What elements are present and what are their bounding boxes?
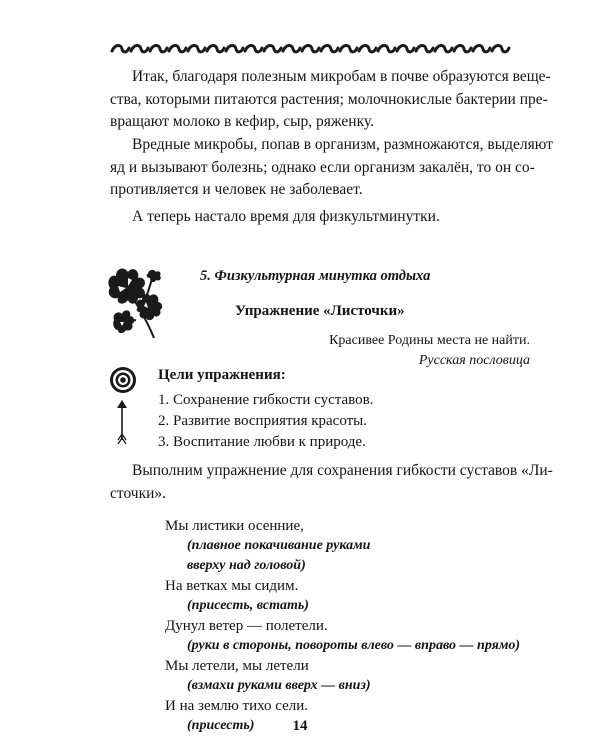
poem	[165, 516, 520, 736]
text-line: Вредные микробы, попав в организм, размножаются, выделяют	[132, 136, 553, 153]
wave-ornament-icon	[110, 42, 528, 56]
poem-verse: Мы листики осенние,	[165, 518, 304, 534]
wave-segment	[378, 45, 395, 51]
wave-segment	[283, 45, 300, 51]
poem-note: (плавное покачивание руками	[187, 538, 371, 553]
list-item: 3. Воспитание любви к природе.	[158, 434, 366, 450]
list-item: 1. Сохранение гибкости суставов.	[158, 392, 374, 408]
exercise-title: Упражнение «Листочки»	[235, 303, 405, 319]
intro-paragraph-2	[110, 134, 553, 202]
wave-segment	[492, 45, 509, 51]
page-number: 14	[292, 718, 308, 734]
poem-note: (взмахи руками вверх — вниз)	[187, 678, 371, 693]
wave-segment	[264, 45, 281, 51]
arrow-up-icon	[115, 398, 129, 446]
target-icon	[109, 366, 137, 394]
poem-note: (присесть)	[187, 718, 255, 733]
wave-segment	[112, 45, 129, 51]
wave-segment	[207, 45, 224, 51]
text-line: яд и вызывают болезнь; однако если организм закалён, то он со-	[110, 158, 535, 176]
wave-segment	[340, 45, 357, 51]
wave-segment	[188, 45, 205, 51]
text-line: противляется и человек не заболевает.	[110, 181, 363, 198]
wave-segment	[302, 45, 319, 51]
intro-paragraph-1	[110, 66, 551, 134]
proverb-text: Красивее Родины места не найти.	[329, 333, 530, 348]
wave-segment	[416, 45, 433, 51]
poem-verse: Дунул ветер — полетели.	[165, 618, 328, 634]
text-line: сточки».	[110, 484, 167, 502]
proverb	[329, 331, 530, 371]
poem-verse: Мы летели, мы летели	[165, 658, 309, 674]
maple-leaf-branch-icon	[104, 264, 170, 344]
wave-segment	[169, 45, 186, 51]
wave-segment	[359, 45, 376, 51]
poem-note: (присесть, встать)	[187, 598, 309, 613]
instruction-paragraph	[110, 460, 553, 505]
text-line: вращают молоко в кефир, сыр, ряженку.	[110, 113, 374, 130]
text-line: Выполним упражнение для сохранения гибкости суставов «Ли-	[132, 462, 553, 479]
goals-title: Цели упражнения:	[158, 367, 286, 383]
wave-segment	[473, 45, 490, 51]
wave-segment	[321, 45, 338, 51]
poem-note: вверху над головой)	[187, 558, 306, 573]
wave-segment	[397, 45, 414, 51]
intro-paragraph-3	[110, 206, 528, 229]
wave-segment	[131, 45, 148, 51]
wave-segment	[226, 45, 243, 51]
proverb-source: Русская пословица	[418, 353, 530, 368]
goals-list	[158, 390, 373, 453]
poem-verse: И на землю тихо сели.	[165, 698, 309, 714]
wave-segment	[454, 45, 471, 51]
poem-note: (руки в стороны, повороты влево — вправо — прямо)	[187, 638, 521, 653]
wave-segment	[245, 45, 262, 51]
list-item: 2. Развитие восприятия красоты.	[158, 413, 368, 429]
text-line: Итак, благодаря полезным микробам в почве образуются веще-	[132, 68, 551, 85]
poem-verse: На ветках мы сидим.	[165, 578, 299, 594]
wave-segment	[150, 45, 167, 51]
wave-segment	[435, 45, 452, 51]
text-line: А теперь настало время для физкультминутки.	[132, 208, 440, 225]
section-title: 5. Физкультурная минутка отдыха	[200, 268, 431, 284]
text-line: ства, которыми питаются растения; молочнокислые бактерии пре-	[110, 90, 548, 108]
